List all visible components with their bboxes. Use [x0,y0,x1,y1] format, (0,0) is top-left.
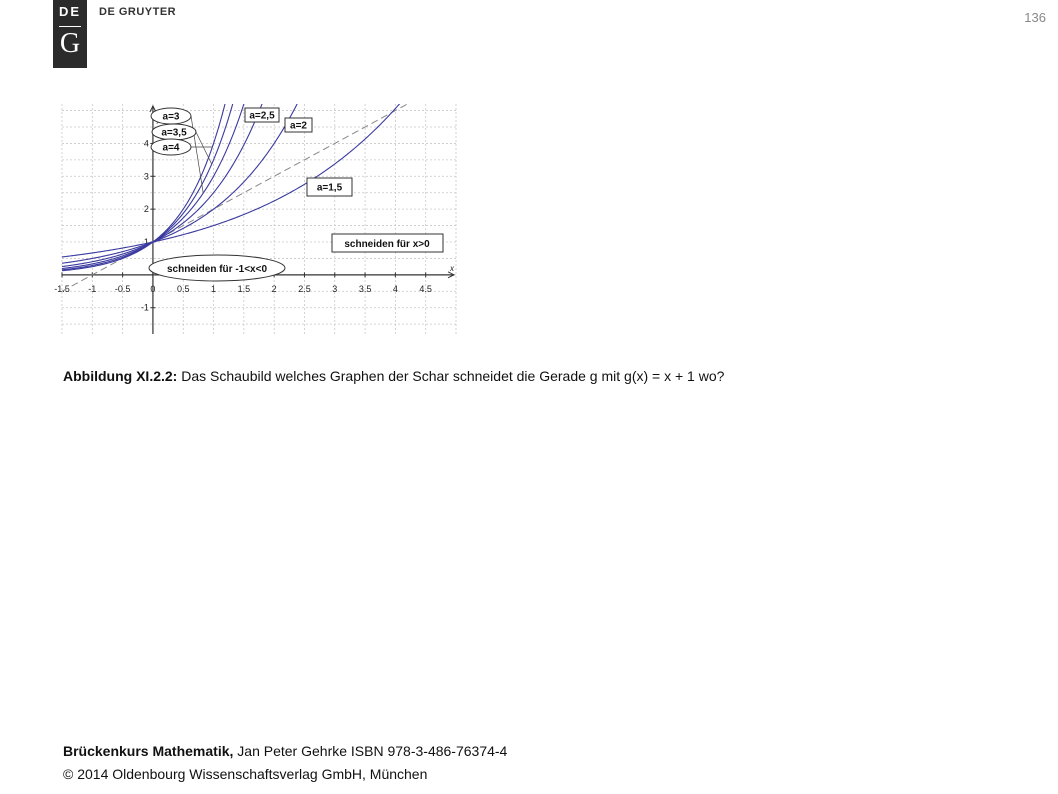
x-tick-label: 0 [150,283,156,294]
series-label: a=3 [162,111,180,123]
logo-divider [59,26,81,27]
publisher-name: DE GRUYTER [99,6,177,18]
y-tick-label: 3 [143,171,149,182]
x-tick-label: 0.5 [176,283,190,294]
x-tick-label: 3 [332,283,338,294]
y-tick-label: 4 [143,138,149,149]
y-tick-label: 2 [143,204,149,215]
series-label: a=2,5 [249,110,275,122]
publisher-logo [53,0,87,68]
x-tick-label: 1 [211,283,217,294]
y-tick-label: -1 [140,302,149,313]
logo-bottom-text: G [59,28,81,59]
x-axis-label: x [450,263,454,273]
annotation-text: schneiden für -1<x<0 [166,264,268,275]
x-tick-label: -0.5 [114,283,131,294]
y-tick-label: 1 [143,237,149,247]
series-label: a=4 [162,142,180,154]
chart-container [54,104,456,334]
x-tick-label: 4 [392,283,398,294]
exponential-family-chart [54,104,456,334]
x-tick-label: -1.5 [54,283,70,294]
caption-label: Abbildung XI.2.2: [63,368,178,384]
caption-text: Das Schaubild welches Graphen der Schar schneidet die Gerade g mit g(x) = x + 1 wo? [181,368,725,384]
x-tick-label: 3.5 [358,283,372,294]
logo-top-text: DE [58,4,82,19]
footer-copyright: © 2014 Oldenbourg Wissenschaftsverlag GmbH, München [63,766,428,782]
page-number: 136 [1024,10,1046,25]
series-label: a=2 [290,120,307,132]
series-label: a=3,5 [161,127,187,139]
figure-caption [63,368,724,384]
x-tick-label: 2 [271,283,277,294]
authors-isbn: Jan Peter Gehrke ISBN 978-3-486-76374-4 [237,743,508,759]
series-label: a=1,5 [316,182,343,194]
footer-citation [63,743,507,759]
x-tick-label: 1.5 [237,283,251,294]
x-tick-label: 2.5 [298,283,311,294]
x-tick-label: 4.5 [419,283,432,294]
book-title: Brückenkurs Mathematik, [63,743,234,759]
annotation-text: schneiden für x>0 [344,239,430,250]
series-label-leader [196,132,212,164]
x-tick-label: -1 [88,283,97,294]
